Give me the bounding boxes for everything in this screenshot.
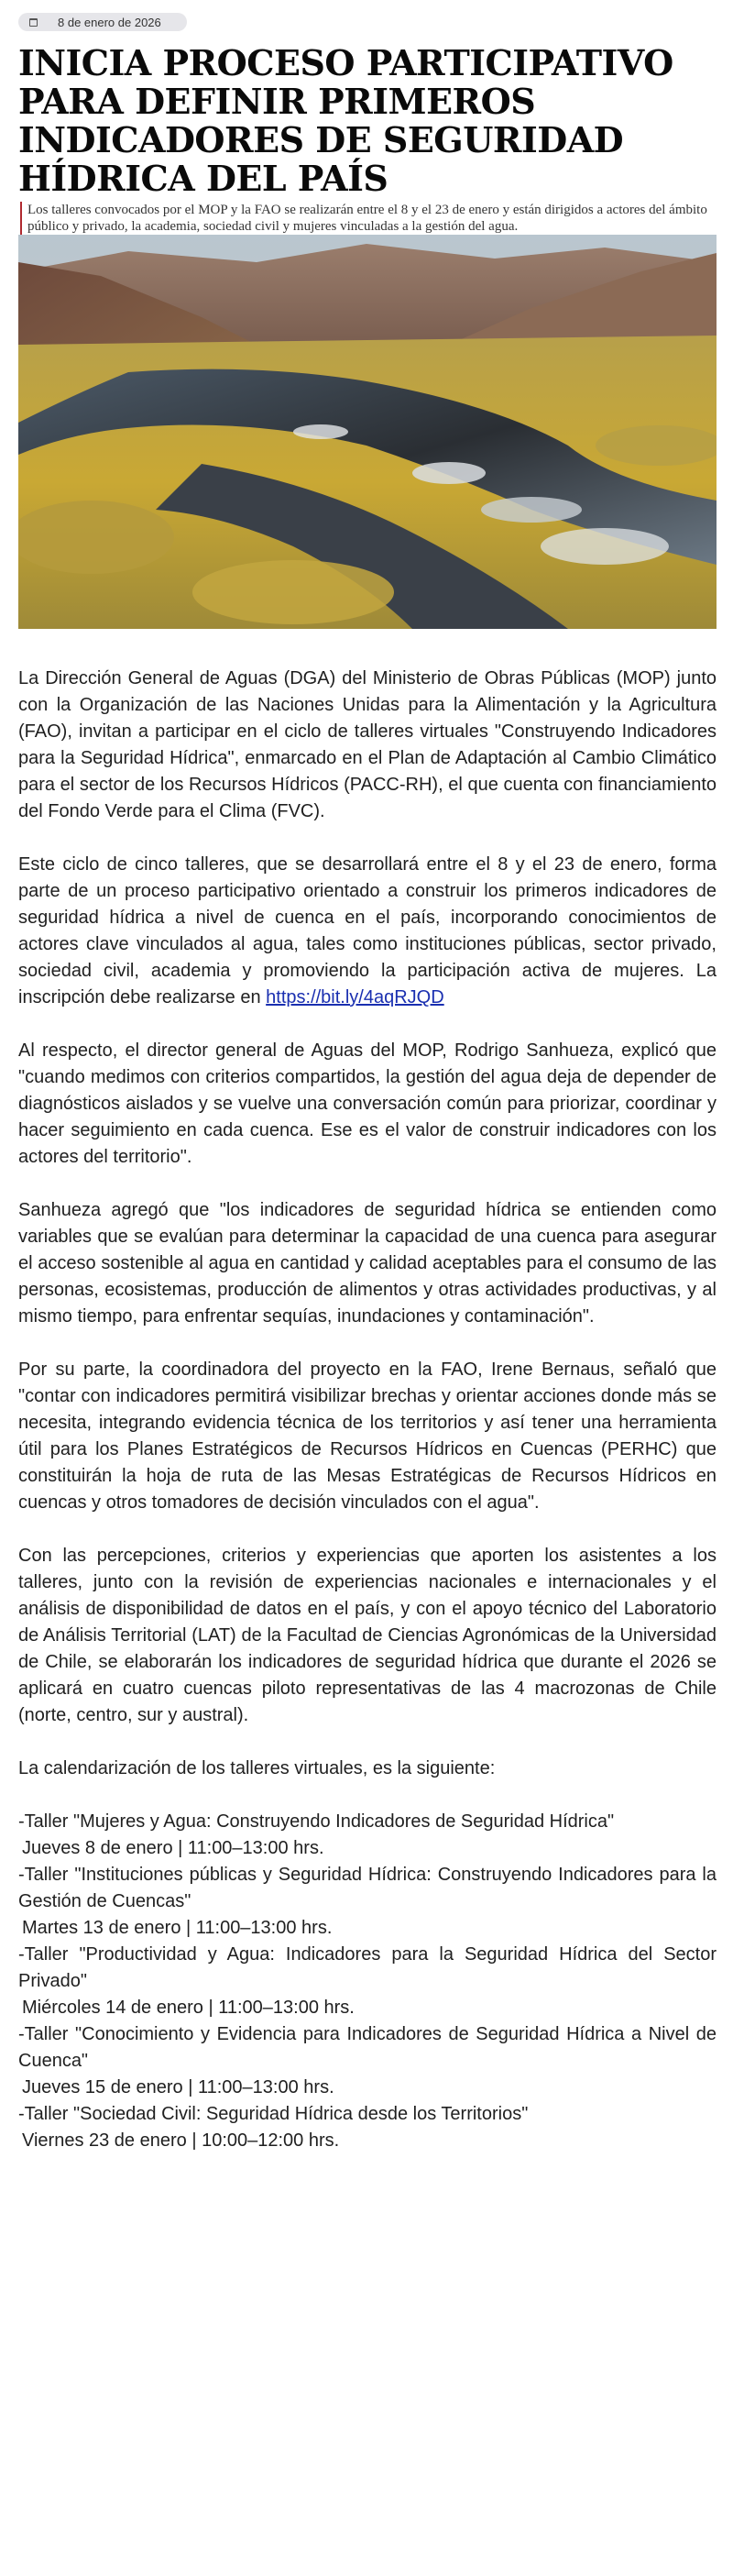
workshop-item [18, 2101, 717, 2154]
paragraph: Con las percepciones, criterios y experiencias que aporten los asistentes a los talleres, junto con la revisión de experiencias nacionales e internacionales y el análisis de disponibilidad de datos en el país, y con el apoyo técnico del Laboratorio de Análisis Territorial (LAT) de la Facultad de Ciencias Agronómicas de la Universidad de Chile, se elaborarán los indicadores de seguridad hídrica que durante el 2026 se aplicará en cuatro cuencas piloto representativas de las 4 macrozonas de Chile (norte, centro, sur y austral). [18, 1546, 717, 1725]
workshop-item [18, 1942, 717, 2021]
workshop-date: Jueves 15 de enero | 11:00–13:00 hrs. [22, 2077, 334, 2097]
workshop-item [18, 1809, 717, 1862]
publish-date: 8 de enero de 2026 [58, 15, 161, 29]
paragraph: Sanhueza agregó que "los indicadores de seguridad hídrica se entienden como variables que se evalúan para determinar la capacidad de una cuenca para asegurar el acceso sostenible al agua en cantidad y calidad aceptables para el consumo de las personas, ecosistemas, producción de alimentos y otras actividades productivas, y al mismo tiempo, para enfrentar sequías, inundaciones y contaminación". [18, 1200, 717, 1327]
paragraph: Al respecto, el director general de Aguas del MOP, Rodrigo Sanhueza, explicó que "cuando medimos con criterios compartidos, la gestión del agua deja de depender de diagnósticos aislados y se vuelve una conversación común para priorizar, coordinar y hacer seguimiento en cada cuenca. Ese es el valor de construir indicadores con los actores del territorio". [18, 1040, 717, 1167]
workshop-title: -Taller "Mujeres y Agua: Construyendo Indicadores de Seguridad Hídrica" [18, 1811, 615, 1832]
workshop-date: Miércoles 14 de enero | 11:00–13:00 hrs. [22, 1998, 355, 2018]
article-body [18, 666, 717, 2154]
article-title: INICIA PROCESO PARTICIPATIVO PARA DEFINIR PRIMEROS INDICADORES DE SEGURIDAD HÍDRICA DEL PAÍS [18, 42, 673, 199]
workshop-date: Martes 13 de enero | 11:00–13:00 hrs. [22, 1918, 333, 1938]
workshop-title: -Taller "Instituciones públicas y Seguridad Hídrica: Construyendo Indicadores para la Gestión de Cuencas" [18, 1865, 717, 1911]
workshop-item [18, 2021, 717, 2101]
calendar-icon [29, 18, 38, 27]
paragraph-schedule-intro: La calendarización de los talleres virtuales, es la siguiente: [18, 1758, 496, 1778]
workshop-title: -Taller "Sociedad Civil: Seguridad Hídrica desde los Territorios" [18, 2104, 529, 2124]
paragraph-text: Este ciclo de cinco talleres, que se desarrollará entre el 8 y el 23 de enero, forma parte de un proceso participativo orientado a construir los primeros indicadores de seguridad hídrica a nivel de cuenca en el país, incorporando conocimientos de actores clave vinculados al agua, tales como instituciones públicas, sector privado, sociedad civil, academia y promoviendo la participación activa de mujeres. La inscripción debe realizarse en [18, 854, 717, 1007]
hero-image [18, 235, 717, 629]
workshop-title: -Taller "Productividad y Agua: Indicadores para la Seguridad Hídrica del Sector Privado" [18, 1944, 717, 1991]
article [18, 13, 717, 2154]
article-lead: Los talleres convocados por el MOP y la FAO se realizarán entre el 8 y el 23 de enero y están dirigidos a actores del ámbito público y privado, la academia, sociedad civil y mujeres vinculadas a la gestión del agua. [20, 202, 717, 235]
paragraph: La Dirección General de Aguas (DGA) del Ministerio de Obras Públicas (MOP) junto con la Organización de las Naciones Unidas para la Alimentación y la Agricultura (FAO), invitan a participar en el ciclo de talleres virtuales "Construyendo Indicadores para la Seguridad Hídrica", enmarcado en el Plan de Adaptación al Cambio Climático para el sector de los Recursos Hídricos (PACC-RH), el que cuenta con financiamiento del Fondo Verde para el Clima (FVC). [18, 668, 717, 821]
workshop-item [18, 1862, 717, 1942]
workshop-title: -Taller "Conocimiento y Evidencia para Indicadores de Seguridad Hídrica a Nivel de Cuenca" [18, 2024, 717, 2071]
registration-link[interactable]: https://bit.ly/4aqRJQD [266, 987, 444, 1007]
paragraph: Por su parte, la coordinadora del proyecto en la FAO, Irene Bernaus, señaló que "contar con indicadores permitirá visibilizar brechas y orientar acciones donde más se necesita, integrando evidencia técnica de los territorios y así tener una herramienta útil para los Planes Estratégicos de Recursos Hídricos en Cuencas (PERHC) que constituirán la hoja de ruta de las Mesas Estratégicas de Recursos Hídricos en cuencas y otros tomadores de decisión vinculados con el agua". [18, 1360, 717, 1513]
workshop-date: Jueves 8 de enero | 11:00–13:00 hrs. [22, 1838, 324, 1858]
date-badge [18, 13, 187, 31]
paragraph-registration [18, 852, 717, 1011]
workshop-schedule [18, 1809, 717, 2154]
workshop-date: Viernes 23 de enero | 10:00–12:00 hrs. [22, 2130, 340, 2151]
